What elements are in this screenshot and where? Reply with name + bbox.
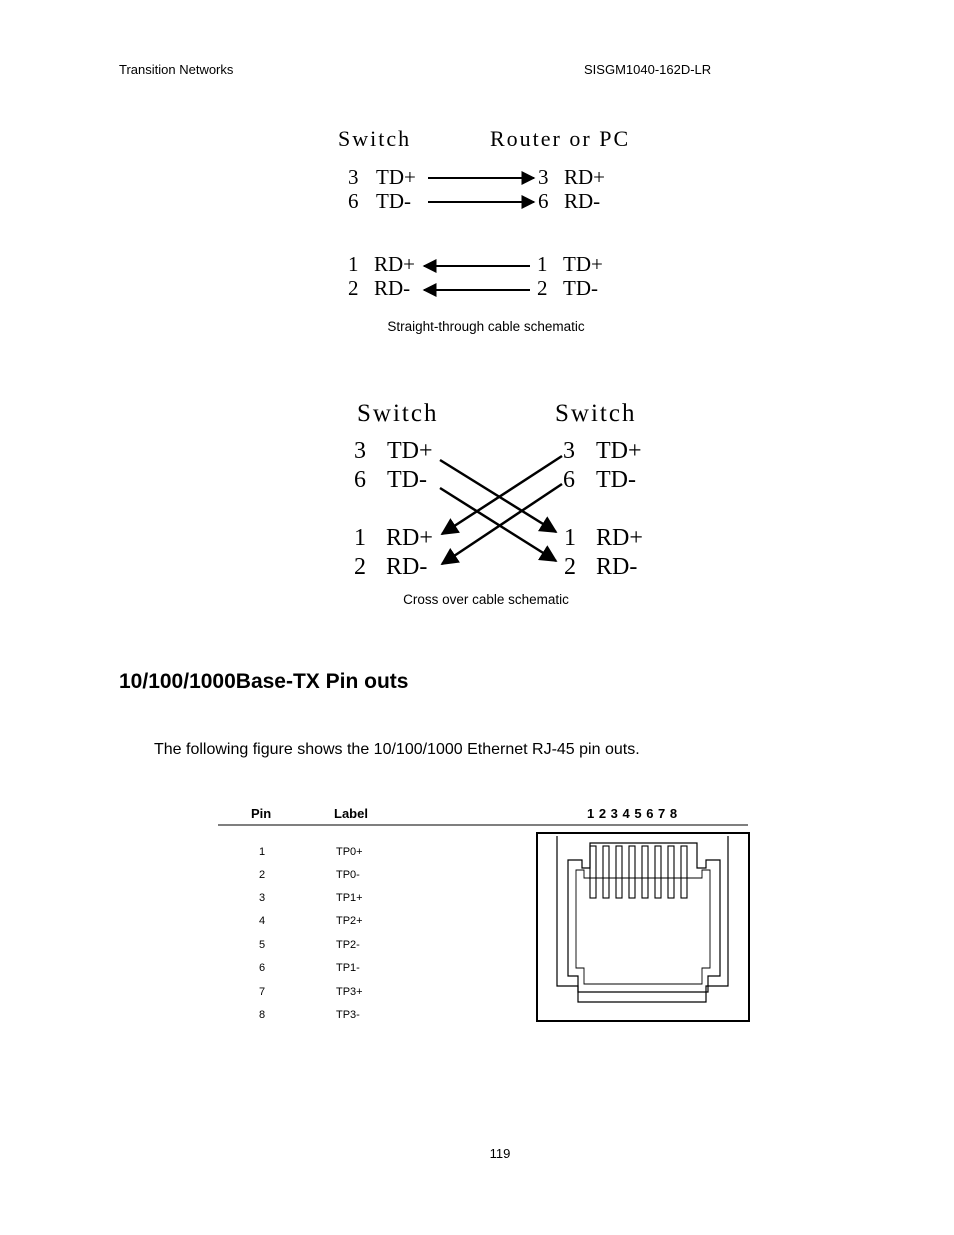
straight-left-sig: RD- xyxy=(374,276,411,300)
pin-number: 1 xyxy=(259,846,266,858)
cross-left-sig: TD+ xyxy=(387,438,433,464)
straight-right-num: 3 xyxy=(538,165,549,189)
header-left: Transition Networks xyxy=(119,62,234,77)
cross-right-num: 2 xyxy=(564,554,576,580)
header-right: SISGM1040-162D-LR xyxy=(584,62,712,77)
rj45-pinout-figure xyxy=(210,798,760,1030)
straight-caption: Straight-through cable schematic xyxy=(387,319,585,334)
straight-right-title: Router or PC xyxy=(490,126,631,151)
pinout-rows xyxy=(259,846,363,1021)
cross-left-num: 6 xyxy=(354,467,366,493)
straight-left-num: 3 xyxy=(348,165,359,189)
label-header: Label xyxy=(334,806,368,821)
straight-left-sig: TD+ xyxy=(376,165,416,189)
straight-left-title: Switch xyxy=(338,126,412,151)
pin-label: TP0+ xyxy=(336,846,363,858)
straight-right-sig: RD+ xyxy=(564,165,606,189)
pin-label: TP3+ xyxy=(336,986,363,998)
pin-number: 7 xyxy=(259,986,266,998)
cross-right-sig: RD+ xyxy=(596,525,643,551)
page-number: 119 xyxy=(489,1146,511,1161)
pin-number: 4 xyxy=(259,915,266,927)
straight-left-sig: TD- xyxy=(376,189,411,213)
pin-label: TP2- xyxy=(336,939,360,951)
straight-right-sig: TD- xyxy=(563,276,598,300)
pin-label: TP1- xyxy=(336,962,360,974)
pin-number: 2 xyxy=(259,869,266,881)
section-body: The following figure shows the 10/100/1000 Ethernet RJ-45 pin outs. xyxy=(154,741,640,758)
cross-left-sig: TD- xyxy=(387,467,427,493)
straight-right-sig: RD- xyxy=(564,189,601,213)
pin-number: 6 xyxy=(259,962,266,974)
pin-label: TP2+ xyxy=(336,915,363,927)
straight-left-num: 1 xyxy=(348,252,359,276)
cross-diagram-group xyxy=(354,400,643,580)
straight-right-num: 6 xyxy=(538,189,549,213)
straight-left-num: 2 xyxy=(348,276,359,300)
section-title: 10/100/1000Base-TX Pin outs xyxy=(119,670,409,693)
cross-left-num: 3 xyxy=(354,438,366,464)
cross-right-title: Switch xyxy=(555,400,637,427)
cross-left-num: 2 xyxy=(354,554,366,580)
cross-right-num: 6 xyxy=(563,467,575,493)
pin-number: 5 xyxy=(259,939,266,951)
pin-number: 3 xyxy=(259,892,266,904)
straight-right-sig: TD+ xyxy=(563,252,603,276)
cross-right-sig: TD+ xyxy=(596,438,642,464)
straight-right-num: 1 xyxy=(537,252,548,276)
cross-left-sig: RD+ xyxy=(386,525,433,551)
rj45-jack-drawing xyxy=(537,833,749,1021)
cross-left-num: 1 xyxy=(354,525,366,551)
straight-diagram-group xyxy=(338,126,630,300)
cross-caption: Cross over cable schematic xyxy=(403,592,569,607)
straight-right-num: 2 xyxy=(537,276,548,300)
cross-right-sig: RD- xyxy=(596,554,638,580)
pin-number: 8 xyxy=(259,1009,266,1021)
straight-left-num: 6 xyxy=(348,189,359,213)
pin-label: TP1+ xyxy=(336,892,363,904)
cross-right-num: 1 xyxy=(564,525,576,551)
cross-left-sig: RD- xyxy=(386,554,428,580)
pin-label: TP3- xyxy=(336,1009,360,1021)
cross-right-num: 3 xyxy=(563,438,575,464)
cross-left-title: Switch xyxy=(357,400,439,427)
pin-header: Pin xyxy=(251,806,272,821)
straight-left-sig: RD+ xyxy=(374,252,416,276)
pin-label: TP0- xyxy=(336,869,360,881)
cross-right-sig: TD- xyxy=(596,467,636,493)
pin-numbers-header: 1 2 3 4 5 6 7 8 xyxy=(587,806,678,821)
